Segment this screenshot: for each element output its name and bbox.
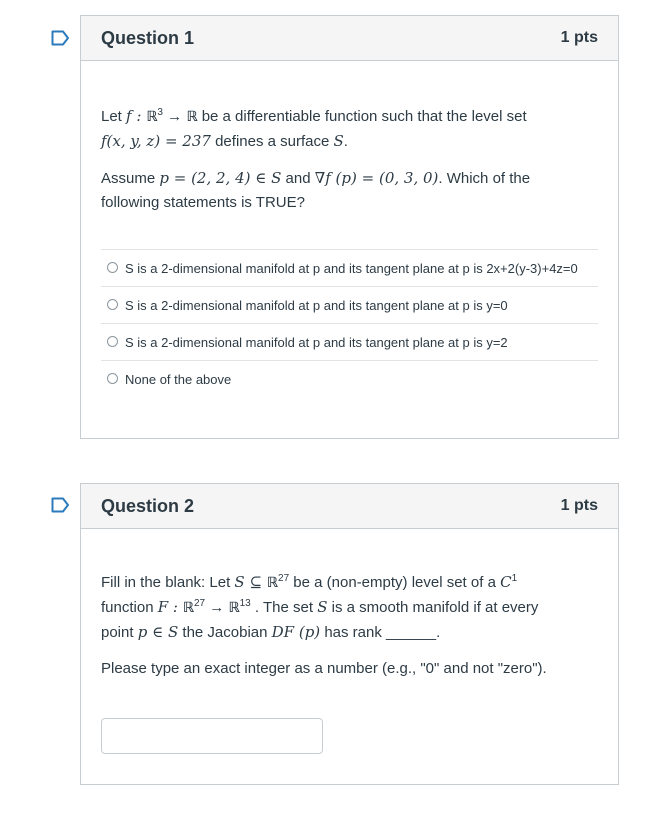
- question-title: Question 1: [101, 27, 195, 48]
- answer-option-1[interactable]: [101, 249, 598, 286]
- question-1-header: [81, 16, 618, 61]
- question-points: 1 pts: [560, 29, 598, 46]
- answer-label: S is a 2-dimensional manifold at p and its tangent plane at p is 2x+2(y-3)+4z=0: [125, 261, 578, 276]
- blank-placeholder: ______: [386, 624, 437, 641]
- radio-button[interactable]: [107, 336, 118, 347]
- answer-label: None of the above: [125, 372, 232, 387]
- radio-button[interactable]: [107, 262, 118, 273]
- question-stem-line-1: Let f : ℝ$^3$ → ℝ be a differentiable function such that the level set f(x, y, z) = 237 defines a surface S.: [101, 107, 527, 150]
- question-1: [80, 15, 619, 439]
- answer-list: [101, 249, 598, 407]
- answer-option-2[interactable]: [101, 286, 598, 323]
- answer-option-3[interactable]: [101, 323, 598, 360]
- question-stem: Fill in the blank: Let S ⊆ ℝ$^{27}$ be a (non-empty) level set of a $C^1$ function F : ℝ$^{27}$ → ℝ$^{13}$ . The set S is a smooth manifold if at every point p ∈ S the Jacobian DF (p) has rank ______.: [101, 573, 539, 641]
- question-1-body: [81, 104, 618, 407]
- question-points: 1 pts: [560, 497, 598, 514]
- question-instruction: Please type an exact integer as a number (e.g., "0" and not "zero").: [101, 660, 547, 677]
- radio-button[interactable]: [107, 299, 118, 310]
- flag-question-icon[interactable]: [51, 497, 70, 513]
- answer-input[interactable]: [101, 718, 323, 754]
- question-title: Question 2: [101, 495, 195, 516]
- answer-label: S is a 2-dimensional manifold at p and its tangent plane at p is y=0: [125, 298, 508, 313]
- question-2-header: [81, 484, 618, 529]
- question-2-body: [81, 570, 618, 681]
- answer-label: S is a 2-dimensional manifold at p and its tangent plane at p is y=2: [125, 335, 508, 350]
- answer-option-4[interactable]: [101, 360, 598, 407]
- question-stem-line-2: Assume p = (2, 2, 4) ∈ S and ∇f (p) = (0, 3, 0). Which of the following statements is TRUE?: [101, 169, 531, 211]
- question-2: [80, 483, 619, 785]
- radio-button[interactable]: [107, 373, 118, 384]
- flag-question-icon[interactable]: [51, 30, 70, 46]
